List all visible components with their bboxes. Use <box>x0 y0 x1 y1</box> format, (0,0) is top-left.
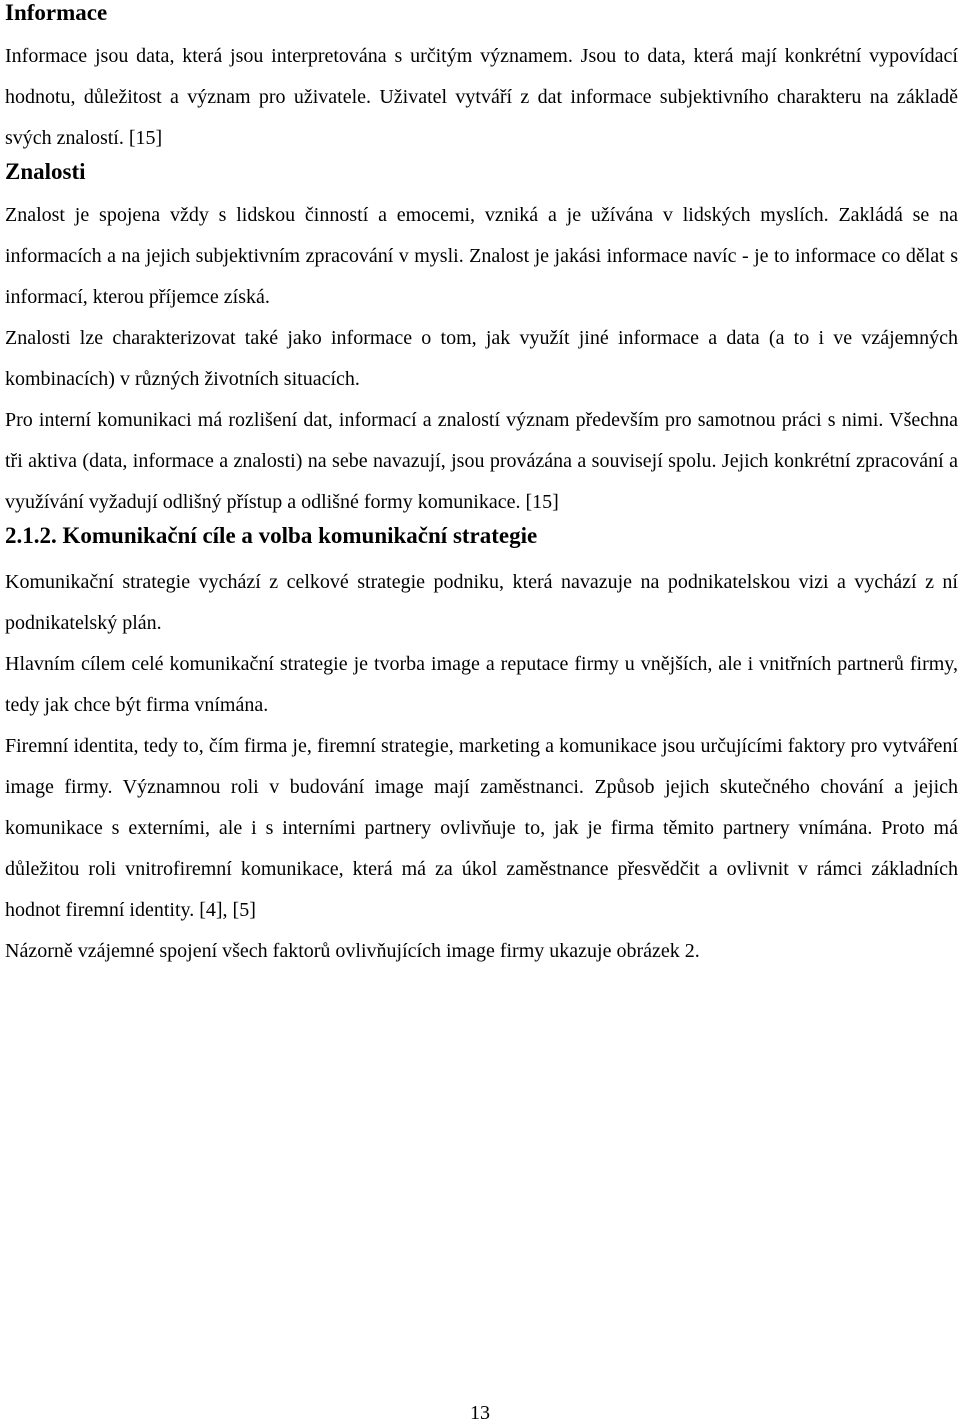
document-page <box>5 0 958 972</box>
section-znalosti-body <box>5 195 958 523</box>
page-number: 13 <box>470 1402 490 1424</box>
paragraph-znalosti-3: Pro interní komunikaci má rozlišení dat, informací a znalostí význam především pro samotnou práci s nimi. Všechna tři aktiva (data, informace a znalosti) na sebe navazují, jsou provázána a souvisejí spolu. Jejich konkrétní zpracování a využívání vyžadují odlišný přístup a odlišné formy komunikace. [15] <box>5 409 958 513</box>
paragraph-znalosti-2: Znalosti lze charakterizovat také jako informace o tom, jak využít jiné informace a data (a to i ve vzájemných kombinacích) v různých životních situacích. <box>5 327 958 390</box>
section-informace-body <box>5 36 958 159</box>
heading-komunikacni-cile: 2.1.2. Komunikační cíle a volba komunikační strategie <box>5 523 538 548</box>
heading-znalosti: Znalosti <box>5 159 86 184</box>
paragraph-komunikacni-1: Komunikační strategie vychází z celkové strategie podniku, která navazuje na podnikatelskou vizi a vychází z ní podnikatelský plán. <box>5 571 958 634</box>
paragraph-komunikacni-2: Hlavním cílem celé komunikační strategie je tvorba image a reputace firmy u vnějších, ale i vnitřních partnerů firmy, tedy jak chce být firma vnímána. <box>5 653 958 716</box>
paragraph-informace-1: Informace jsou data, která jsou interpretována s určitým významem. Jsou to data, která mají konkrétní vypovídací hodnotu, důležitost a význam pro uživatele. Uživatel vytváří z dat informace subjektivního charakteru na základě svých znalostí. [15] <box>5 45 958 149</box>
paragraph-komunikacni-4: Názorně vzájemné spojení všech faktorů ovlivňujících image firmy ukazuje obrázek 2. <box>5 940 700 962</box>
paragraph-komunikacni-3: Firemní identita, tedy to, čím firma je, firemní strategie, marketing a komunikace jsou určujícími faktory pro vytváření image firmy. Významnou roli v budování image mají zaměstnanci. Způsob jejich skutečného chování a jejich komunikace s externími, ale i s interními partnery ovlivňuje to, jak je firma těmito partnery vnímána. Proto má důležitou roli vnitrofiremní komunikace, která má za úkol zaměstnance přesvědčit a ovlivnit v rámci základních hodnot firemní identity. [4], [5] <box>5 735 958 921</box>
paragraph-znalosti-1: Znalost je spojena vždy s lidskou činností a emocemi, vzniká a je užívána v lidských myslích. Zakládá se na informacích a na jejich subjektivním zpracování v mysli. Znalost je jakási informace navíc - je to informace co dělat s informací, kterou příjemce získá. <box>5 204 958 308</box>
heading-informace: Informace <box>5 0 108 25</box>
section-komunikacni-body <box>5 562 958 972</box>
